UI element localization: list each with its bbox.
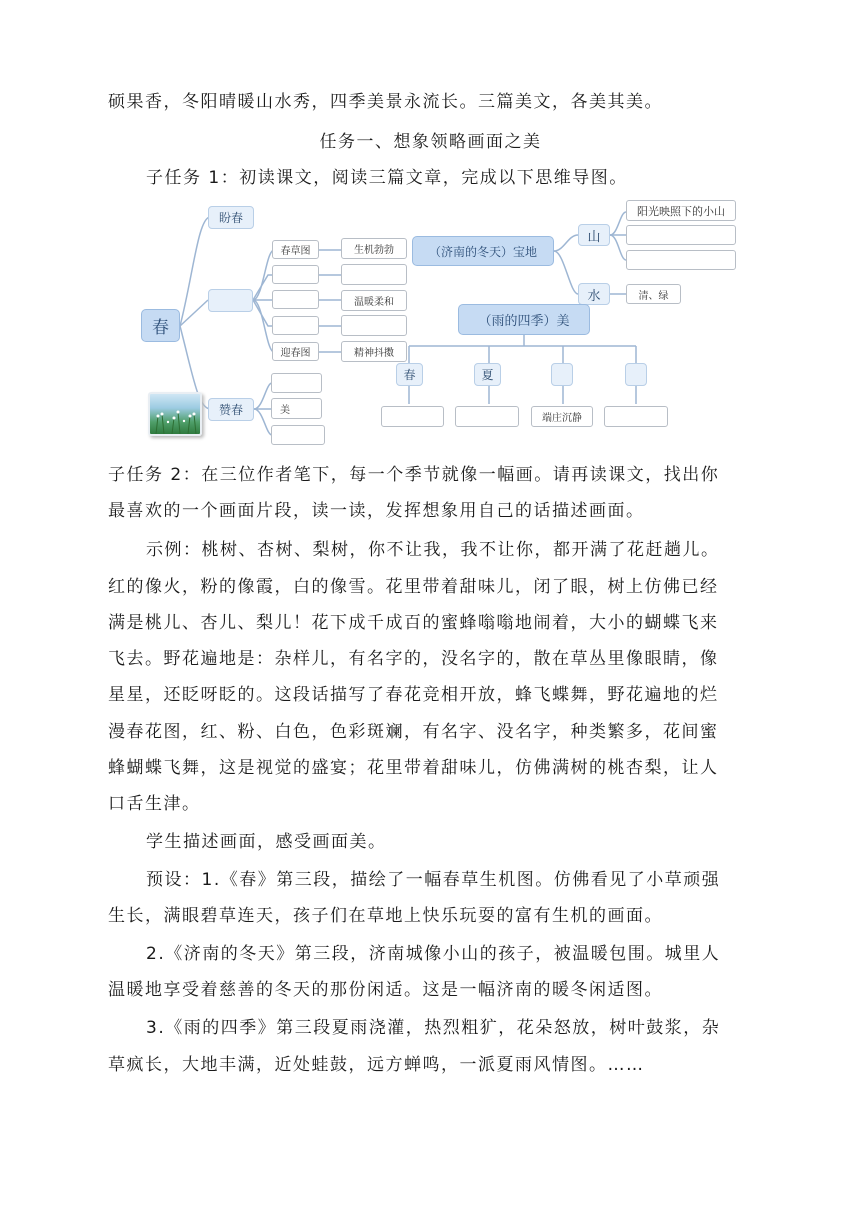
preset3-line1: 3.《雨的四季》第三段夏雨浇灌，热烈粗犷，花朵怒放，树叶鼓浆，杂 [146,1018,721,1038]
subtask-1: 子任务 1：初读课文，阅读三篇文章，完成以下思维导图。 [146,168,628,188]
node-s-xia: 夏 [474,363,501,386]
blank-box [381,406,444,427]
node-qinglv: 清、绿 [626,284,681,304]
node-jinan: （济南的冬天）宝地 [412,236,554,266]
subtask-2-line2: 最喜欢的一个画面片段，读一读，发挥想象用自己的话描述画面。 [108,501,645,521]
node-shan: 山 [578,224,610,246]
grass-flowers-icon [150,394,200,434]
node-chun: 春 [141,309,180,342]
example-line3: 满是桃儿、杏儿、梨儿！花下成千成百的蜜蜂嗡嗡地闹着，大小的蝴蝶飞来 [108,613,719,633]
node-xiaoshan: 阳光映照下的小山 [626,200,736,221]
preset1-line1: 预设：1.《春》第三段，描绘了一幅春草生机图。仿佛看见了小草顽强 [146,870,721,890]
node-duanzhuang: 端庄沉静 [531,406,593,427]
node-shui: 水 [578,283,610,305]
blank-box [272,316,319,335]
example-line5: 星星，还眨呀眨的。这段话描写了春花竞相开放，蜂飞蝶舞，野花遍地的烂 [108,685,719,705]
blank-box [604,406,668,427]
example-line4: 飞去。野花遍地是：杂样儿，有名字的，没名字的，散在草丛里像眼睛，像 [108,649,719,669]
spring-thumbnail [148,392,202,436]
example-line6: 漫春花图，红、粉、白色，色彩斑斓，有名字、没名字，种类繁多，花间蜜 [108,722,719,742]
node-jingshendousou: 精神抖擞 [341,341,407,362]
node-chuncaotu: 春草图 [272,240,319,259]
blank-box [455,406,519,427]
node-panchun: 盼春 [208,206,254,229]
blank-box [626,250,736,270]
para-intro: 硕果香，冬阳晴暖山水秀，四季美景永流长。三篇美文，各美其美。 [108,92,663,112]
example-line7: 蜂蝴蝶飞舞，这是视觉的盛宴；花里带着甜味儿，仿佛满树的桃杏梨，让人 [108,758,719,778]
node-yu: （雨的四季）美 [458,304,590,335]
node-wennuanrouhe: 温暖柔和 [341,290,407,311]
blank-box [272,265,319,284]
node-s-chun: 春 [396,363,423,386]
node-shengjibobo: 生机勃勃 [341,238,407,259]
preset1-line2: 生长，满眼碧草连天，孩子们在草地上快乐玩耍的富有生机的画面。 [108,906,663,926]
blank-box [271,425,325,445]
blank-box [341,315,407,336]
task-heading: 任务一、想象领略画面之美 [319,132,542,152]
node-zhongjian-blank [208,289,253,312]
blank-box [272,290,319,309]
example-line1: 示例：桃树、杏树、梨树，你不让我，我不让你，都开满了花赶趟儿。 [146,540,720,560]
preset2-line1: 2.《济南的冬天》第三段，济南城像小山的孩子，被温暖包围。城里人 [146,944,721,964]
node-s-blank-3 [551,363,573,386]
example-line2: 红的像火，粉的像霞，白的像雪。花里带着甜味儿，闭了眼，树上仿佛已经 [108,577,719,597]
mind-map [108,196,753,446]
blank-box [341,264,407,285]
student-line: 学生描述画面，感受画面美。 [146,832,387,852]
subtask-2-line1: 子任务 2：在三位作者笔下，每一个季节就像一幅画。请再读课文，找出你 [108,465,720,485]
node-mei: 美 [271,398,322,419]
example-line8: 口舌生津。 [108,794,201,814]
node-s-blank-4 [625,363,647,386]
node-yingchuntu: 迎春图 [272,342,319,361]
blank-box [626,225,736,245]
preset3-line2: 草疯长，大地丰满，近处蛙鼓，远方蝉鸣，一派夏雨风情图。…… [108,1055,645,1075]
node-zanchun: 赞春 [208,398,254,421]
blank-box [271,373,322,393]
preset2-line2: 温暖地享受着慈善的冬天的那份闲适。这是一幅济南的暖冬闲适图。 [108,980,663,1000]
